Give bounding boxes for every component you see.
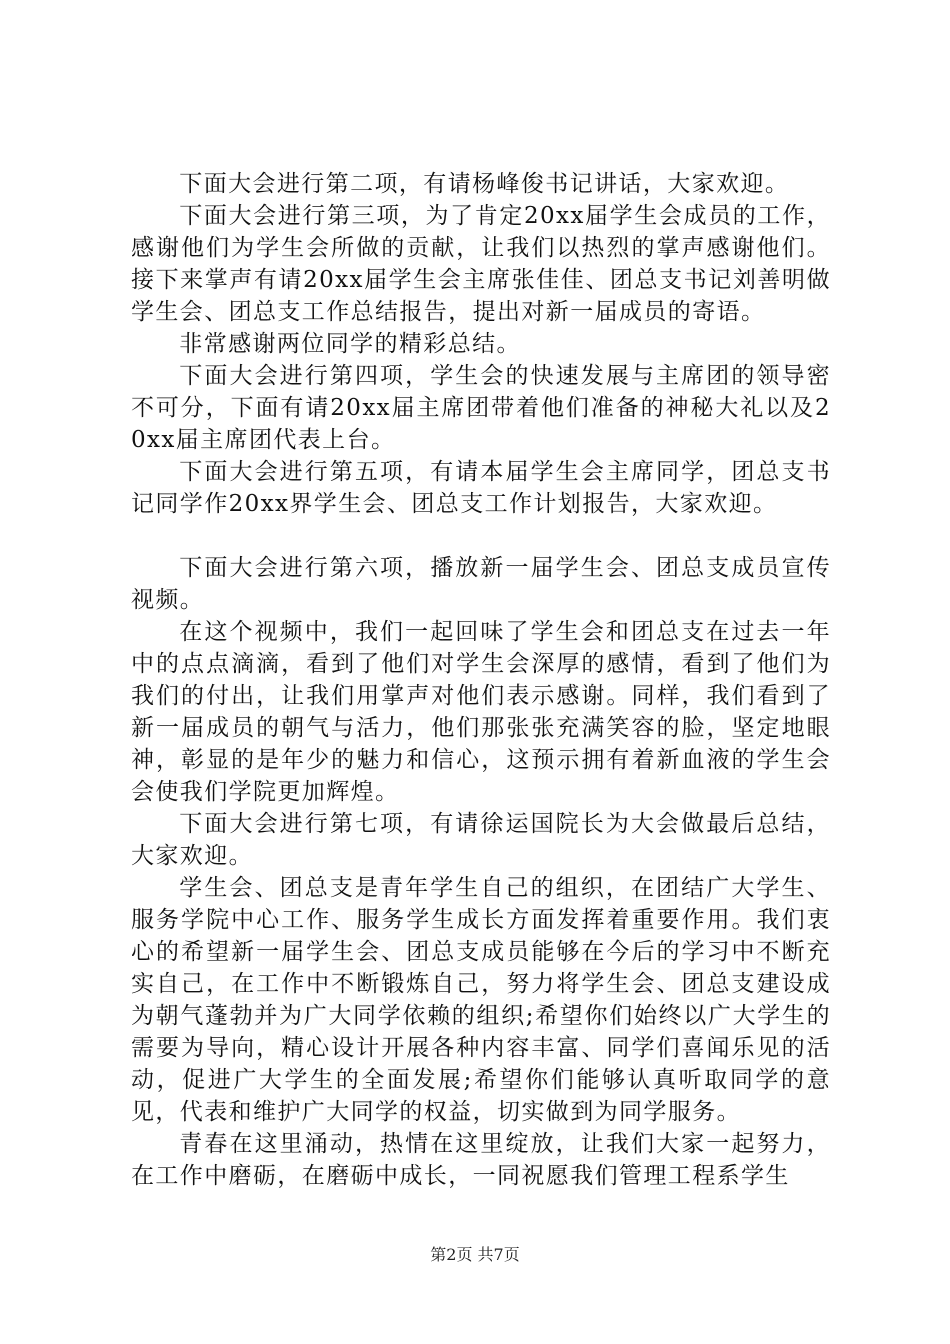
paragraph-item-7: 下面大会进行第七项，有请徐运国院长为大会做最后总结，大家欢迎。	[131, 811, 831, 869]
paragraph-item-6: 下面大会进行第六项，播放新一届学生会、团总支成员宣传视频。	[131, 555, 831, 613]
page-number-footer: 第2页 共7页	[430, 1245, 520, 1264]
paragraph-closing-remarks: 学生会、团总支是青年学生自己的组织，在团结广大学生、服务学院中心工作、服务学生成长方面发挥着重要作用。我们衷心的希望新一届学生会、团总支成员能够在今后的学习中不断充实自己，在工作中不断锻炼自己，努力将学生会、团总支建设成为朝气蓬勃并为广大同学依赖的组织;希望你们始终以广大学生的需要为导向，精心设计开展各种内容丰富、同学们喜闻乐见的活动，促进广大学生的全面发展;希望你们能够认真听取同学的意见，代表和维护广大同学的权益，切实做到为同学服务。	[131, 875, 831, 1125]
paragraph-video-summary: 在这个视频中，我们一起回味了学生会和团总支在过去一年中的点点滴滴，看到了他们对学生会深厚的感情，看到了他们为我们的付出，让我们用掌声对他们表示感谢。同样，我们看到了新一届成员的朝气与活力，他们那张张充满笑容的脸，坚定地眼神，彰显的是年少的魅力和信心，这预示拥有着新血液的学生会会使我们学院更加辉煌。	[131, 619, 831, 805]
paragraph-item-5: 下面大会进行第五项，有请本届学生会主席同学，团总支书记同学作20xx界学生会、团总支工作计划报告，大家欢迎。	[131, 459, 831, 517]
paragraph-final: 青春在这里涌动，热情在这里绽放，让我们大家一起努力，在工作中磨砺，在磨砺中成长，一同祝愿我们管理工程系学生	[131, 1131, 831, 1189]
paragraph-item-3: 下面大会进行第三项，为了肯定20xx届学生会成员的工作，感谢他们为学生会所做的贡献，让我们以热烈的掌声感谢他们。接下来掌声有请20xx届学生会主席张佳佳、团总支书记刘善明做学生会、团总支工作总结报告，提出对新一届成员的寄语。	[131, 203, 831, 325]
paragraph-item-2: 下面大会进行第二项，有请杨峰俊书记讲话，大家欢迎。	[179, 171, 790, 197]
paragraph-item-4: 下面大会进行第四项，学生会的快速发展与主席团的领导密不可分，下面有请20xx届主席团带着他们准备的神秘大礼以及20xx届主席团代表上台。	[131, 363, 831, 453]
paragraph-thanks: 非常感谢两位同学的精彩总结。	[179, 331, 521, 357]
paragraph-spacer	[131, 520, 831, 552]
document-body	[131, 168, 831, 1192]
